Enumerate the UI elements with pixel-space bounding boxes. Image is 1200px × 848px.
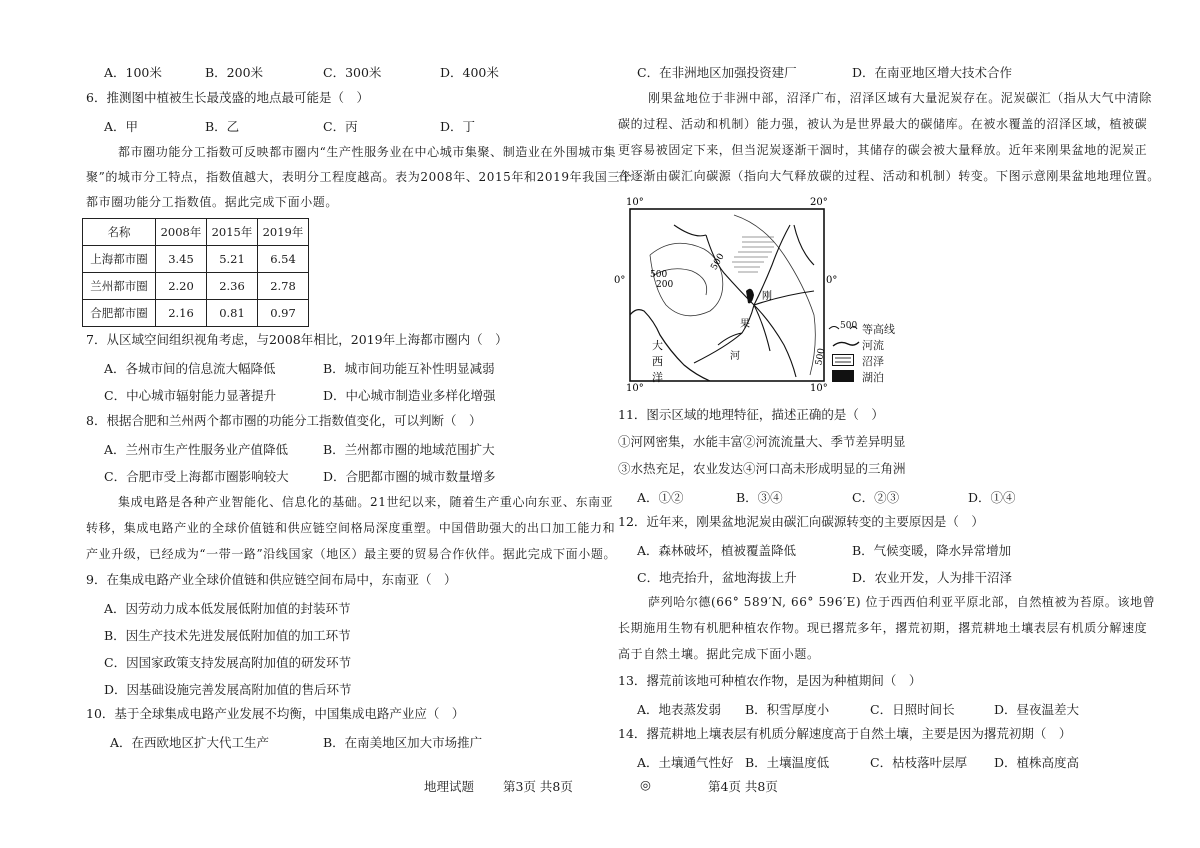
- q7-option-d[interactable]: D．中心城市制造业多样化增强: [323, 388, 496, 403]
- q10-option-d[interactable]: D．在南亚地区增大技术合作: [852, 65, 1013, 80]
- q7-stem: 7．从区域空间组织视角考虑，与2008年相比，2019年上海都市圈内（ ）: [86, 332, 508, 347]
- legend-contour-value: 500: [840, 321, 858, 331]
- q7-option-a[interactable]: A．各城市间的信息流大幅降低: [104, 361, 276, 376]
- q8-option-d[interactable]: D．合肥都市圈的城市数量增多: [323, 469, 496, 484]
- table-cell: 兰州都市圈: [83, 273, 156, 300]
- footer-left-page: 第3页 共8页: [503, 779, 573, 794]
- q5-option-a[interactable]: A．100米: [104, 65, 162, 80]
- ocean-label: 大: [652, 339, 663, 352]
- contour-label: 200: [656, 280, 674, 290]
- q6-option-d[interactable]: D．丁: [440, 119, 476, 134]
- footer-subject: 地理试题: [424, 779, 475, 794]
- intro-line: 在逐渐由碳汇向碳源（指向大气释放碳的过程、活动和机制）转变。下图示意刚果盆地地理位置。: [618, 169, 1160, 183]
- table-cell: 2.16: [156, 300, 207, 327]
- q11-statement: ③水热充足，农业发达④河口高未形成明显的三角洲: [618, 461, 906, 476]
- table-header-cell: 2019年: [258, 219, 309, 246]
- legend-label: 沼泽: [862, 355, 884, 368]
- river-legend-icon: [832, 338, 860, 350]
- ocean-label: 西: [652, 355, 663, 368]
- table-cell: 0.97: [258, 300, 309, 327]
- q9-stem: 9．在集成电路产业全球价值链和供应链空间布局中，东南亚（ ）: [86, 572, 457, 587]
- place-label: 刚: [762, 291, 772, 302]
- table-row: [83, 246, 309, 273]
- lat-label: 0°: [826, 275, 838, 286]
- table-row: [83, 300, 309, 327]
- legend-label: 湖泊: [862, 371, 884, 384]
- q8-stem: 8．根据合肥和兰州两个都市圈的功能分工指数值变化，可以判断（ ）: [86, 413, 482, 428]
- ocean-label: 洋: [652, 371, 663, 384]
- table-cell: 0.81: [207, 300, 258, 327]
- q7-option-b[interactable]: B．城市间功能互补性明显减弱: [323, 361, 495, 376]
- legend-label: 河流: [862, 339, 884, 352]
- lon-label: 20°: [810, 197, 828, 208]
- q5-option-c[interactable]: C．300米: [323, 65, 382, 80]
- intro-line: 集成电路是各种产业智能化、信息化的基础。21世纪以来，随着生产重心向东亚、东南亚: [118, 495, 614, 509]
- q6-option-a[interactable]: A．甲: [104, 119, 139, 134]
- q9-option-b[interactable]: B．因生产技术先进发展低附加值的加工环节: [104, 628, 351, 643]
- q8-option-c[interactable]: C．合肥市受上海都市圈影响较大: [104, 469, 289, 484]
- q12-option-d[interactable]: D．农业开发，人为排干沼泽: [852, 570, 1013, 585]
- q8-option-b[interactable]: B．兰州都市圈的地域范围扩大: [323, 442, 495, 457]
- intro-line: 产业升级，已经成为“一带一路”沿线国家（地区）最主要的贸易合作伙伴。据此完成下面小题。: [86, 547, 617, 561]
- footer-symbol: ◎: [640, 777, 651, 792]
- division-index-table: [82, 218, 309, 327]
- lat-label: 0°: [614, 275, 626, 286]
- q9-option-d[interactable]: D．因基础设施完善发展高附加值的售后环节: [104, 682, 352, 697]
- q7-option-c[interactable]: C．中心城市辐射能力显著提升: [104, 388, 277, 403]
- swamp-legend-icon: [832, 354, 854, 366]
- q9-option-c[interactable]: C．因国家政策支持发展高附加值的研发环节: [104, 655, 352, 670]
- table-header-cell: 2015年: [207, 219, 258, 246]
- q10-option-a[interactable]: A．在西欧地区扩大代工生产: [110, 735, 270, 750]
- table-cell: 3.45: [156, 246, 207, 273]
- table-cell: 上海都市圈: [83, 246, 156, 273]
- q6-option-c[interactable]: C．丙: [323, 119, 358, 134]
- lat-label: 10°: [626, 383, 644, 394]
- q12-option-c[interactable]: C．地壳抬升，盆地海拔上升: [637, 570, 797, 585]
- contour-label: 500: [709, 252, 727, 272]
- q11-statement: ①河网密集，水能丰富②河流流量大、季节差异明显: [618, 434, 906, 449]
- q11-option-b[interactable]: B．③④: [736, 490, 783, 505]
- intro-line: 刚果盆地位于非洲中部，沼泽广布，沼泽区域有大量泥炭存在。泥炭碳汇（指从大气中清除: [648, 91, 1153, 105]
- q8-option-a[interactable]: A．兰州市生产性服务业产值降低: [104, 442, 289, 457]
- q13-option-a[interactable]: A．地表蒸发弱: [637, 702, 722, 717]
- intro-line: 更容易被固定下来，但当泥炭逐渐干涸时，其储存的碳会被大量释放。近年来刚果盆地的泥炭正: [618, 143, 1148, 157]
- lon-label: 10°: [626, 197, 644, 208]
- q10-stem: 10．基于全球集成电路产业发展不均衡，中国集成电路产业应（ ）: [86, 706, 465, 721]
- q11-option-a[interactable]: A．①②: [637, 490, 684, 505]
- place-label: 果: [740, 319, 750, 330]
- q10-option-b[interactable]: B．在南美地区加大市场推广: [323, 735, 483, 750]
- q14-stem: 14．撂荒耕地上壤表层有机质分解速度高于自然土壤，主要是因为撂荒初期（ ）: [618, 726, 1072, 741]
- table-row: [83, 273, 309, 300]
- table-header-row: [83, 219, 309, 246]
- q6-option-b[interactable]: B．乙: [205, 119, 240, 134]
- table-header-cell: 2008年: [156, 219, 207, 246]
- q6-stem: 6．推测图中植被生长最茂盛的地点最可能是（ ）: [86, 90, 369, 105]
- intro-line: 长期施用生物有机肥种植农作物。现已撂荒多年，撂荒初期，撂荒耕地土壤表层有机质分解速度: [618, 621, 1148, 635]
- q10-option-c[interactable]: C．在非洲地区加强投资建厂: [637, 65, 797, 80]
- q5-option-b[interactable]: B．200米: [205, 65, 264, 80]
- q13-option-d[interactable]: D．昼夜温差大: [994, 702, 1080, 717]
- q12-stem: 12．近年来，刚果盆地泥炭由碳汇向碳源转变的主要原因是（ ）: [618, 514, 984, 529]
- intro-line: 高于自然土壤。据此完成下面小题。: [618, 647, 820, 661]
- intro-line: 都市圈功能分工指数值。据此完成下面小题。: [86, 195, 339, 209]
- table-cell: 6.54: [258, 246, 309, 273]
- q14-option-a[interactable]: A．土壤通气性好: [637, 755, 734, 770]
- table-cell: 2.78: [258, 273, 309, 300]
- table-cell: 2.36: [207, 273, 258, 300]
- q11-option-d[interactable]: D．①④: [968, 490, 1016, 505]
- contour-label: 500: [814, 347, 828, 367]
- q13-option-c[interactable]: C．日照时间长: [870, 702, 955, 717]
- q13-option-b[interactable]: B．积雪厚度小: [745, 702, 830, 717]
- q14-option-b[interactable]: B．土壤温度低: [745, 755, 830, 770]
- lat-label: 10°: [810, 383, 828, 394]
- intro-line: 萨列哈尔德(66° 589′N, 66° 596′E) 位于西西伯利亚平原北部，自然植被为苔原。该地曾: [648, 595, 1156, 609]
- q9-option-a[interactable]: A．因劳动力成本低发展低附加值的封装环节: [104, 601, 351, 616]
- intro-line: 转移，集成电路产业的全球价值链和供应链空间格局深度重塑。中国借助强大的出口加工能力和: [86, 521, 616, 535]
- q11-option-c[interactable]: C．②③: [852, 490, 900, 505]
- intro-line: 都市圈功能分工指数可反映都市圈内“生产性服务业在中心城市集聚、制造业在外围城市集: [118, 145, 617, 159]
- footer-right-page: 第4页 共8页: [708, 779, 778, 794]
- q13-stem: 13．撂荒前该地可种植农作物，是因为种植期间（ ）: [618, 673, 922, 688]
- q12-option-b[interactable]: B．气候变暖，降水异常增加: [852, 543, 1012, 558]
- lake-legend-icon: [832, 370, 854, 382]
- q12-option-a[interactable]: A．森林破坏，植被覆盖降低: [637, 543, 797, 558]
- intro-line: 碳的过程、活动和机制）能力强，被认为是世界最大的碳储库。在被水覆盖的沼泽区域，植被碳: [618, 117, 1148, 131]
- q14-option-d[interactable]: D．植株高度高: [994, 755, 1080, 770]
- q14-option-c[interactable]: C．枯枝落叶层厚: [870, 755, 968, 770]
- intro-line: 聚”的城市分工特点，指数值越大，表明分工程度越高。表为2008年、2015年和2019年我国三个: [86, 170, 633, 184]
- q5-option-d[interactable]: D．400米: [440, 65, 499, 80]
- place-label: 河: [730, 351, 740, 362]
- q11-stem: 11．图示区域的地理特征，描述正确的是（ ）: [618, 407, 884, 422]
- contour-label: 500: [650, 270, 668, 280]
- table-cell: 5.21: [207, 246, 258, 273]
- legend-label: 等高线: [862, 323, 895, 336]
- table-cell: 合肥都市圈: [83, 300, 156, 327]
- table-cell: 2.20: [156, 273, 207, 300]
- congo-basin-map: [614, 195, 904, 395]
- table-header-cell: 名称: [83, 219, 156, 246]
